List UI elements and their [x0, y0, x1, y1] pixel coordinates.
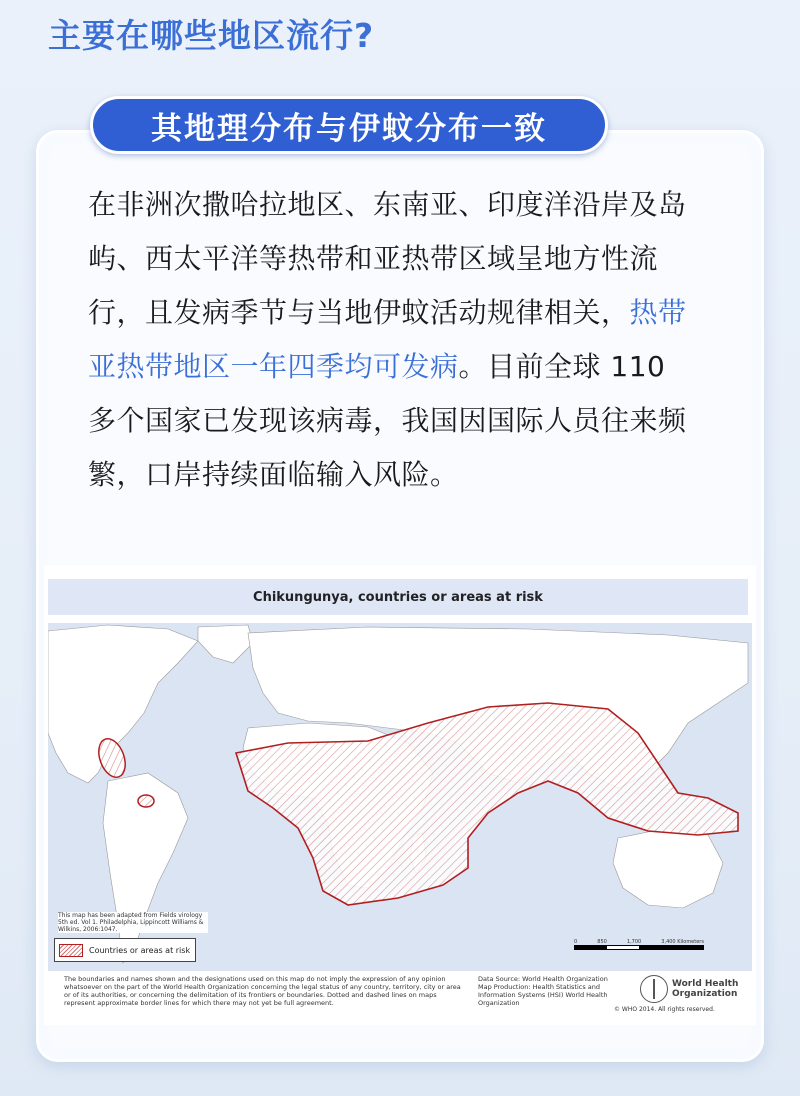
body-text-highlight: 热带亚热带地区一年四季均可发病 [88, 296, 687, 383]
scale-label: 1,700 [626, 939, 642, 945]
map-data-source: Data Source: World Health Organization Map Production: Health Statistics and Information Systems (HSI) World Health Organization [478, 975, 608, 1007]
scale-bar-graphic [574, 945, 704, 950]
legend-label: Countries or areas at risk [89, 945, 191, 955]
section-title-pill: 其地理分布与伊蚊分布一致 [90, 96, 608, 154]
map-copyright: © WHO 2014. All rights reserved. [614, 1006, 715, 1013]
body-text-part1: 在非洲次撒哈拉地区、东南亚、印度洋沿岸及岛屿、西太平洋等热带和亚热带区域呈地方性流行，且发病季节与当地伊蚊活动规律相关， [88, 188, 687, 329]
risk-map-figure [44, 565, 756, 1025]
risk-area-guianas [138, 795, 154, 807]
scale-label: 0 [574, 939, 578, 945]
map-disclaimer: The boundaries and names shown and the designations used on this map do not imply the expression of any opinion whatsoever on the part of the World Health Organization concerning the legal status of any country, territory, city or area or of its authorities, or concerning the delimitation of its frontiers or boundaries. Dotted and dashed lines on maps represent approximate border lines for which there may not yet be full agreement. [64, 975, 461, 1007]
who-logo-block [640, 975, 738, 1003]
who-name [672, 979, 738, 999]
page-heading: 主要在哪些地区流行? [48, 16, 375, 55]
scale-bar [574, 939, 704, 950]
map-legend [54, 938, 196, 962]
body-text-part2: 。目前全球 110 多个国家已发现该病毒，我国因国际人员往来频繁，口岸持续面临输入风险。 [88, 350, 687, 491]
map-title: Chikungunya, countries or areas at risk [48, 579, 748, 615]
legend-swatch [59, 944, 83, 957]
scale-label: 3,400 Kilometers [661, 939, 704, 945]
who-name-line1: World Health [672, 979, 739, 989]
who-name-line2: Organization [672, 989, 738, 999]
map-source-note: This map has been adapted from Fields virology 5th ed. Vol 1. Philadelphia, Lippincott Williams & Wilkins, 2006:1047. [58, 912, 208, 933]
who-emblem-icon [640, 975, 668, 1003]
scale-label: 850 [597, 939, 607, 945]
body-paragraph [88, 178, 698, 502]
